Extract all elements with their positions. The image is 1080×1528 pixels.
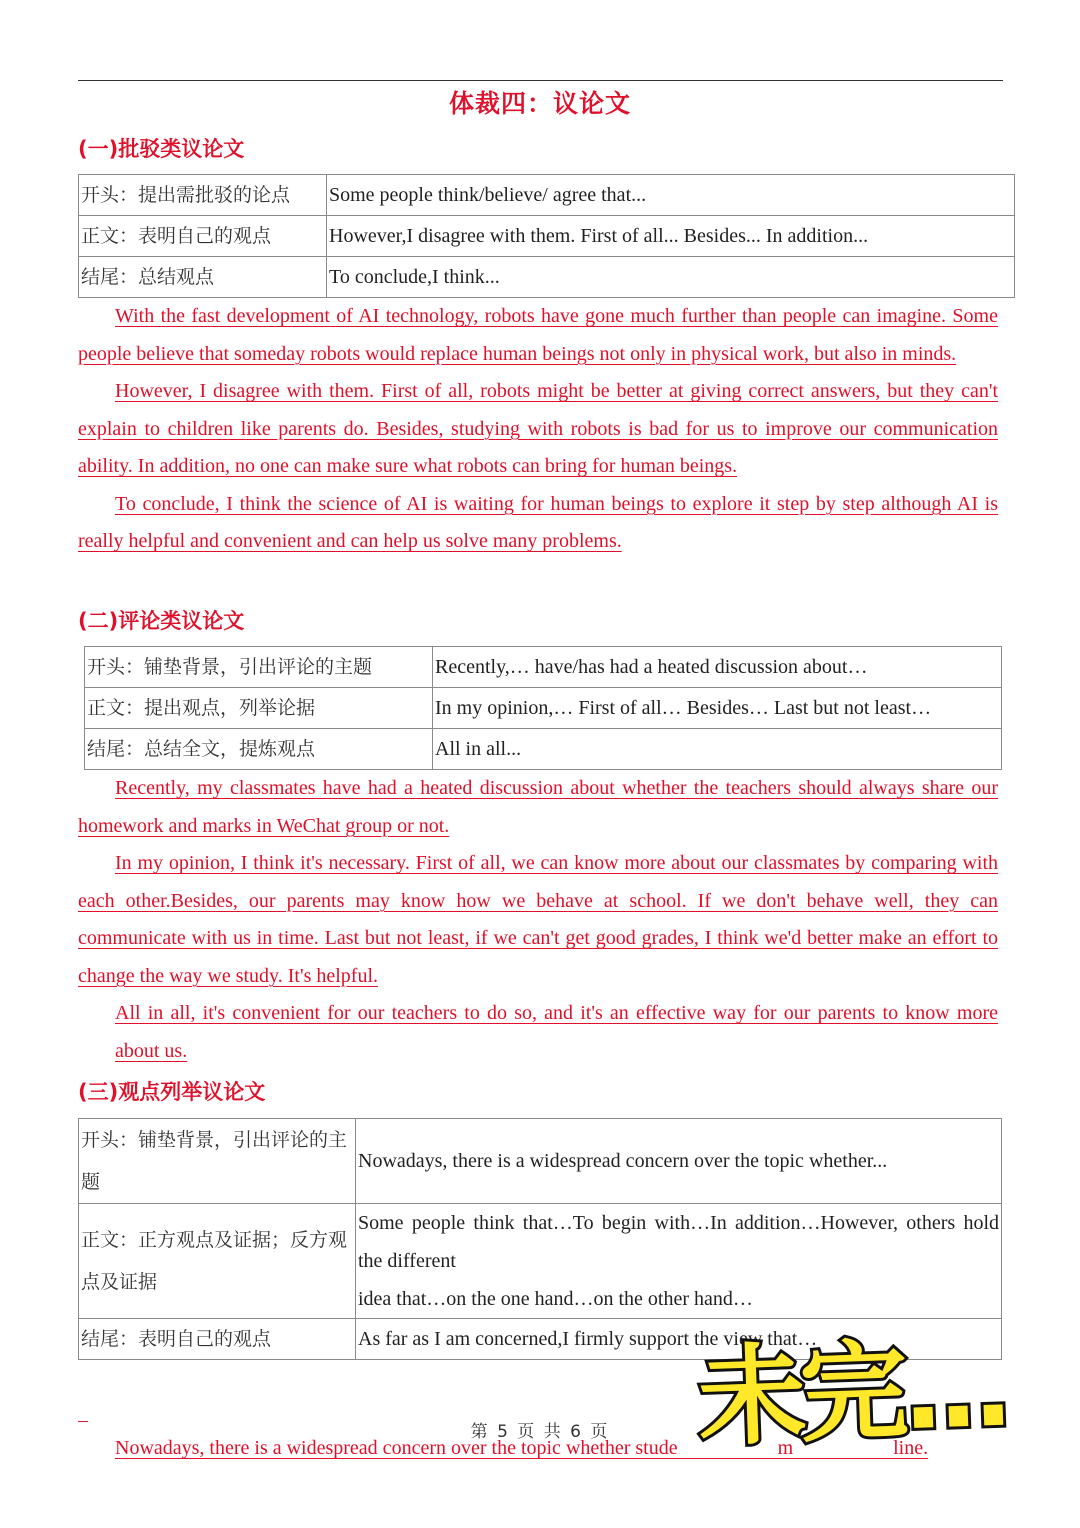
table-text: However,I disagree with them. First of all... Besides... In addition...: [327, 216, 1015, 257]
table-label: 结尾：总结观点: [79, 257, 327, 298]
table-label: 结尾：总结全文，提炼观点: [85, 729, 433, 770]
table-label: 开头：提出需批驳的论点: [79, 175, 327, 216]
outline-table-rebuttal: [78, 174, 1015, 298]
table-row: [79, 216, 1015, 257]
essay-paragraph: To conclude, I think the science of AI is waiting for human beings to explore it step by step although AI is really helpful and convenient and can help us solve many problems.: [78, 492, 998, 552]
section-heading-viewpoints: (三)观点列举议论文: [78, 1080, 266, 1104]
table-row: [79, 1119, 1002, 1204]
table-row: [79, 175, 1015, 216]
table-label: 开头：铺垫背景，引出评论的主题: [85, 647, 433, 688]
section-heading-commentary: (二)评论类议论文: [78, 609, 245, 633]
table-text: In my opinion,… First of all… Besides… Last but not least…: [433, 688, 1002, 729]
essay-paragraph: In my opinion, I think it's necessary. First of all, we can know more about our classmates by comparing with each other.Besides, our parents may know how we behave at school. If we don't behave well, they can communicate with us in time. Last but not least, if we can't get good grades, I think we'd better make an effort to change the way we study. It's helpful.: [78, 852, 998, 987]
essay-paragraph: With the fast development of AI technology, robots have gone much further than people can imagine. Some people believe that someday robots would replace human beings not only in physical work, but also in minds.: [78, 305, 998, 365]
table-label: 正文：表明自己的观点: [79, 216, 327, 257]
table-label: 正文：提出观点，列举论据: [85, 688, 433, 729]
section-heading-rebuttal: (一)批驳类议论文: [78, 137, 245, 161]
table-row: [85, 647, 1002, 688]
outline-table-commentary: [84, 646, 1002, 770]
essay-paragraph: Nowadays, there is a widespread concern over the topic whether stude m line.: [115, 1437, 929, 1459]
essay-paragraph: Recently, my classmates have had a heated discussion about whether the teachers should always share our homework and marks in WeChat group or not.: [78, 777, 998, 837]
table-label: 开头：铺垫背景，引出评论的主题: [79, 1119, 356, 1204]
page-title: 体裁四：议论文: [448, 89, 631, 118]
essay-paragraph: However, I disagree with them. First of all, robots might be better at giving correct answers, but they can't explain to children like parents do. Besides, studying with robots is bad for us to improve our communication ability. In addition, no one can make sure what robots can bring for human beings.: [78, 380, 998, 477]
outline-table-viewpoints: [78, 1118, 1002, 1360]
table-label: 结尾：表明自己的观点: [79, 1319, 356, 1360]
table-row: [85, 688, 1002, 729]
table-row: [79, 1204, 1002, 1319]
table-text: Nowadays, there is a widespread concern over the topic whether...: [356, 1119, 1002, 1204]
essay-rebuttal: [78, 298, 998, 561]
table-row: [79, 257, 1015, 298]
top-rule: [78, 80, 1003, 81]
table-text: Recently,… have/has had a heated discussion about…: [433, 647, 1002, 688]
table-text: All in all...: [433, 729, 1002, 770]
table-text: Some people think/believe/ agree that...: [327, 175, 1015, 216]
table-text: As far as I am concerned,I firmly support the view that…: [356, 1319, 1002, 1360]
table-label: 正文：正方观点及证据；反方观点及证据: [79, 1204, 356, 1319]
essay-commentary: [78, 770, 998, 1070]
essay-paragraph: All in all, it's convenient for our teachers to do so, and it's an effective way for our parents to know more about us.: [115, 1002, 998, 1062]
table-text: To conclude,I think...: [327, 257, 1015, 298]
unfinished-stamp: 未完...: [695, 1325, 1010, 1462]
table-text-continued: idea that…on the one hand…on the other hand…: [358, 1288, 753, 1310]
page-footer: 第 5 页 共 6 页: [470, 1422, 610, 1442]
table-text: Some people think that…To begin with…In addition…However, others hold the different: [358, 1212, 999, 1272]
table-row: [85, 729, 1002, 770]
